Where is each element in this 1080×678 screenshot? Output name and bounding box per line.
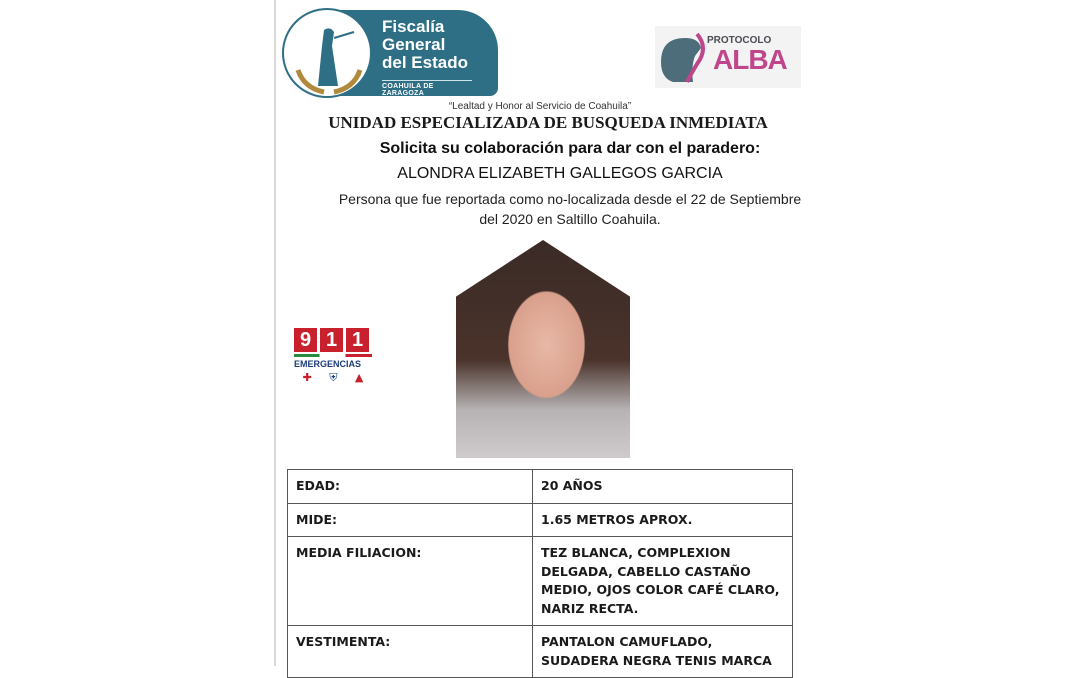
digit: 1 [320,328,343,352]
fiscalia-logo [282,8,498,98]
document-edge [274,0,276,666]
detail-value: 1.65 METROS APROX. [533,503,793,537]
flag-bar [294,354,372,357]
digit: 1 [346,328,369,352]
police-icon: ⛨ [329,371,338,384]
detail-value: PANTALON CAMUFLADO, SUDADERA NEGRA TENIS MARCA [533,626,793,678]
detail-label: MEDIA FILIACION: [288,537,533,626]
detail-value: 20 AÑOS [533,470,793,504]
emergency-label: EMERGENCIAS [294,359,362,369]
person-photo [456,240,630,458]
detail-label: MIDE: [288,503,533,537]
table-row [288,503,793,537]
fiscalia-line2: General [382,35,446,54]
report-text: Persona que fue reportada como no-localizada desde el 22 de Septiembre del 2020 en Saltillo Coahuila. [338,191,802,227]
fiscalia-subtitle: COAHUILA DE ZARAGOZA [382,80,472,97]
fiscalia-title [382,18,468,72]
table-row [288,626,793,678]
alba-protocolo-text: PROTOCOLO [707,35,772,46]
justice-statue-icon [282,8,372,98]
digit: 9 [294,328,317,352]
table-row [288,537,793,626]
fiscalia-line1: Fiscalía [382,17,445,36]
detail-label: VESTIMENTA: [288,626,533,678]
details-table [287,469,793,678]
detail-value: TEZ BLANCA, COMPLEXION DELGADA, CABELLO CASTAÑO MEDIO, OJOS COLOR CAFÉ CLARO, NARIZ RECTA. [533,537,793,626]
detail-label: EDAD: [288,470,533,504]
person-name: ALONDRA ELIZABETH GALLEGOS GARCIA [397,165,723,182]
table-row [288,470,793,504]
fire-icon: ▲ [354,371,364,384]
request-heading: Solicita su colaboración para dar con el paradero: [379,140,761,157]
unit-title: UNIDAD ESPECIALIZADA DE BUSQUEDA INMEDIATA [328,113,768,132]
silhouette-icon [657,32,713,84]
motto: “Lealtad y Honor al Servicio de Coahuila” [448,101,632,112]
emergency-911-logo [294,328,372,390]
red-cross-icon: ✚ [302,371,312,384]
fiscalia-line3: del Estado [382,53,468,72]
alba-text: ALBA [713,44,787,75]
protocolo-alba-logo [655,26,801,88]
